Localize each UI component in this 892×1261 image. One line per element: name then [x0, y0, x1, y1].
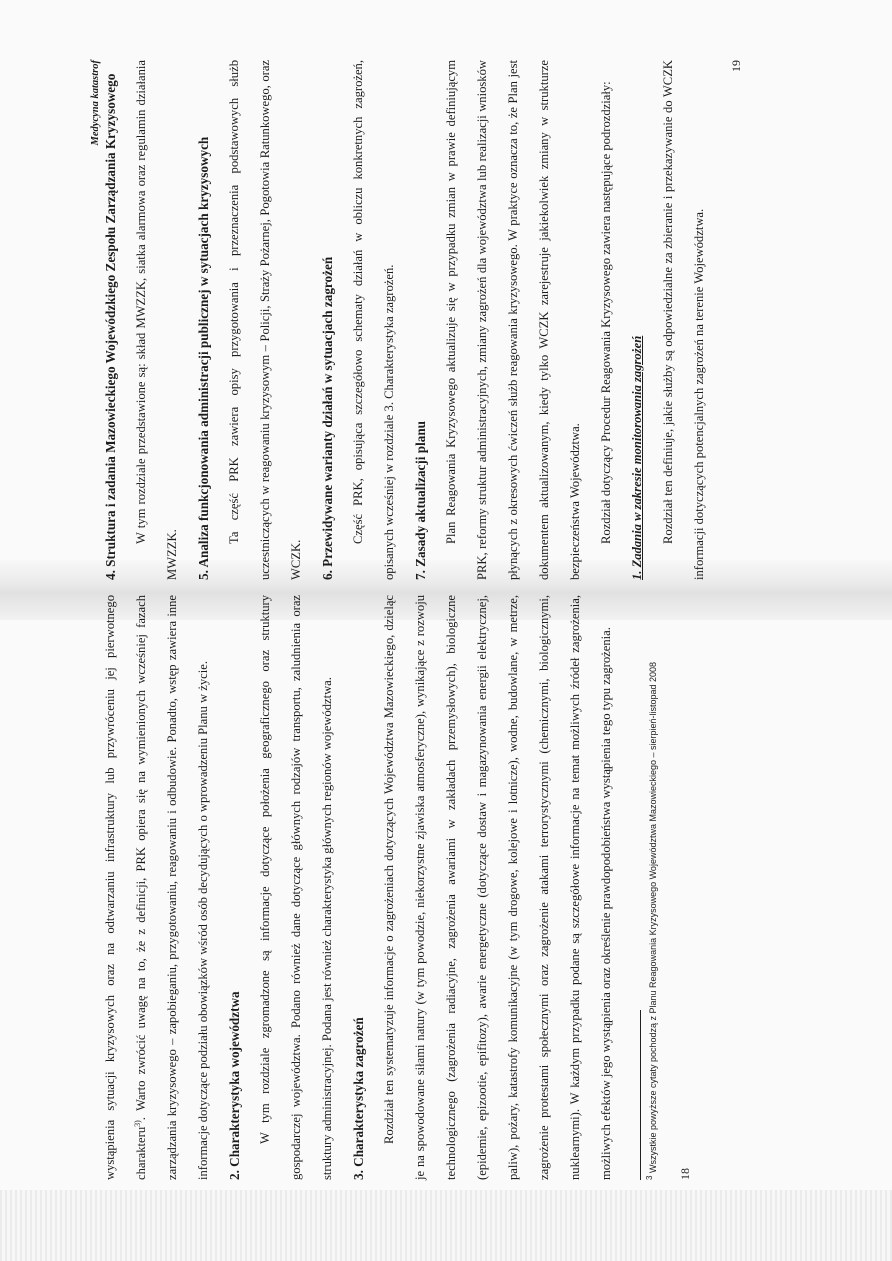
page-18 [95, 595, 735, 1180]
footnote: $^3$ Wszystkie powyższe cytaty pochodzą z Planu Reagowania Kryzysowego Województwa Mazowieckiego – sierpień-listopad 2008 [645, 661, 658, 1180]
paragraph-subsection-1: Rozdział ten definiuje, jakie służby są odpowiedzialne za zbieranie i przekazywanie do WCZK informacji dotyczących potencjalnych zagrożeń na terenie Województwa. [661, 60, 706, 580]
paragraph-section-7: Plan Reagowania Kryzysowego aktualizuje się w przypadku zmian w prawie definiującym PRK, reformy struktur administracyjnych, zmiany zagrożeń dla województwa lub realizacji wniosków płynących z okresowych ćwiczeń służb reagowania kryzysowego. W praktyce oznacza to, że Plan jest dokumentem aktualizowanym, kiedy tylko WCZK zarejestruje jakiekolwiek zmiany w strukturze bezpieczeństwa Województwa. [444, 60, 582, 580]
page-19 [85, 60, 825, 580]
heading-section-6: 6. Przewidywane warianty działań w sytuacjach zagrożeń [320, 256, 335, 580]
page-number-right: 19 [729, 60, 743, 72]
paragraph-section-4: W tym rozdziale przedstawione są: skład MWZZK, siatka alarmowa oraz regulamin działania MWZZK. [134, 60, 179, 580]
heading-subsection-1: 1. Zadania w zakresie monitorowania zagrożeń [630, 335, 644, 580]
running-head: Medycyna katastrof [90, 60, 101, 146]
page-18-body [95, 595, 693, 1180]
footnote-rule [640, 1010, 641, 1180]
page-edge-shadow [0, 1190, 892, 1261]
heading-section-2: 2. Charakterystyka województwa [227, 991, 242, 1180]
paragraph-section-3: Rozdział ten systematyzuje informacje o zagrożeniach dotyczących Województwa Mazowieckiego, dzieląc je na spowodowane siłami natury (w tym powodzie, niekorzystne zjawiska atmosferyczne), wynikające z rozwoju technologicznego (zagrożenia radiacyjne, zagrożenia awariami w zakładach przemysłowych), biologiczne (epidemie, epizootie, epifitozy), awarie energetyczne (dotyczące dostaw i magazynowania energii elektrycznej, paliw), pożary, katastrofy komunikacyjne (w tym drogowe, kolejowe i lotnicze), wodne, budowlane, w metrze, zagrożenie protestami społecznymi oraz zagrożenie atakami terrorystycznymi (chemicznymi, biologicznymi, nuklearnymi). W każdym przypadku podane są szczegółowe informacje na temat możliwych źródeł zagrożenia, możliwych efektów jego wystąpienia oraz określenie prawdopodobieństwa wystąpienia tego typu zagrożenia. [382, 595, 613, 1180]
paragraph-intro-continued: wystąpienia sytuacji kryzysowych oraz na odtwarzaniu infrastruktury lub przywróceniu jej pierwotnego charakteru$^{3)}$. Warto zwrócić uwagę na to, że z definicji, PRK opiera się na wymienionych wcześniej fazach zarządzania kryzysowego – zapobieganiu, przygotowaniu, reagowaniu i odbudowie. Ponadto, wstęp zawiera inne informacje dotyczące podziału obowiązków wśród osób decydujących o wprowadzeniu Planu w życie. [103, 595, 210, 1180]
page-number-left: 18 [678, 1168, 692, 1180]
paragraph-section-5: Ta część PRK zawiera opisy przygotowania i przeznaczenia podstawowych służb uczestniczących w reagowaniu kryzysowym – Policji, Straży Pożarnej, Pogotowia Ratunkowego, oraz WCZK. [227, 60, 303, 580]
heading-section-7: 7. Zasady aktualizacji planu [413, 420, 428, 580]
paragraph-procedures-intro: Rozdział dotyczący Procedur Reagowania Kryzysowego zawiera następujące podrozdziały: [599, 81, 613, 544]
heading-section-3: 3. Charakterystyka zagrożeń [351, 1017, 366, 1180]
heading-section-5: 5. Analiza funkcjonowania administracji publicznej w sytuacjach kryzysowych [196, 136, 211, 580]
paragraph-section-2: W tym rozdziale zgromadzone są informacje dotyczące położenia geograficznego oraz struktury gospodarczej województwa. Podano również dane dotyczące głównych rodzajów transportu, zaludnienia oraz struktury administracyjnej. Podana jest również charakterystyka głównych regionów województwa. [258, 595, 334, 1180]
heading-section-4: 4. Struktura i zadania Mazowieckiego Wojewódzkiego Zespołu Zarządzania Kryzysowego [103, 73, 118, 580]
page-19-body [95, 60, 744, 580]
paragraph-section-6: Część PRK, opisująca szczegółowo schematy działań w obliczu konkretnych zagrożeń, opisanych wcześniej w rozdziale 3. Charakterystyka zagrożeń. [351, 60, 396, 580]
